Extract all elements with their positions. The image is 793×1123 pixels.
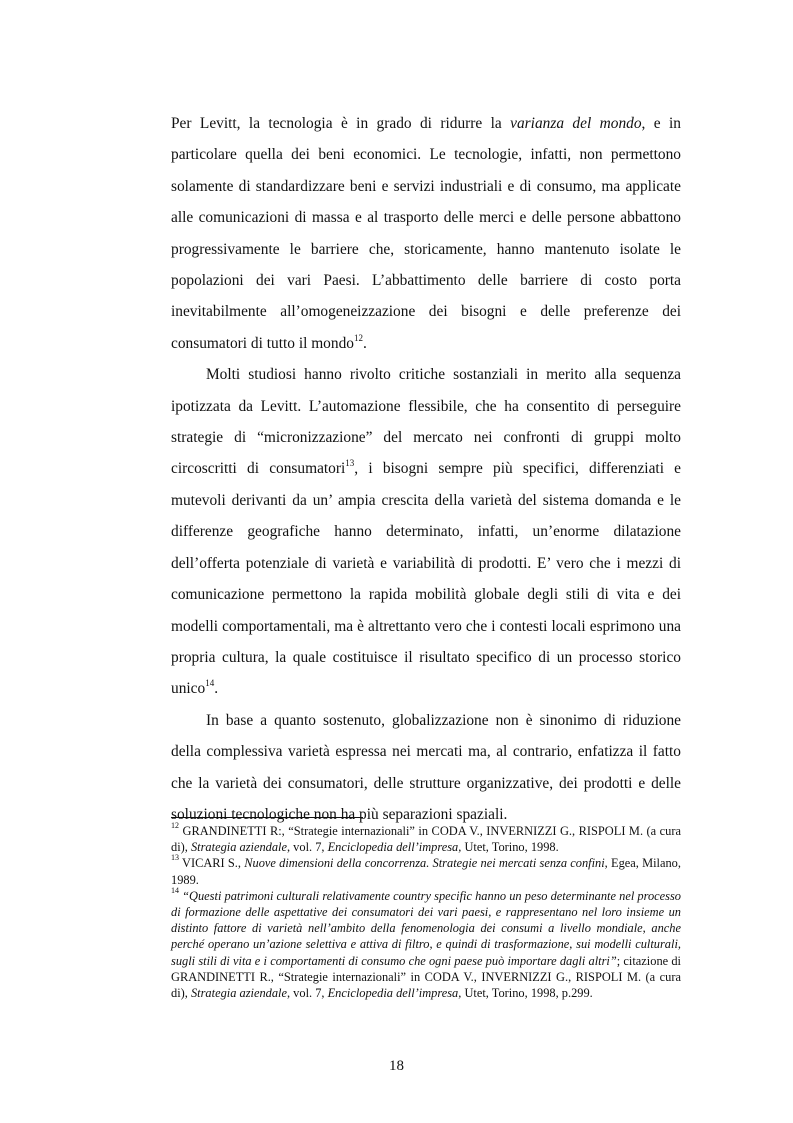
footnote-separator <box>171 817 363 818</box>
footnote-14-number: 14 <box>171 885 179 895</box>
footnote-13-text-c: , Egea, Milano, 1989. <box>171 856 681 887</box>
paragraph-1-italic-phrase: varianza del mondo <box>510 115 642 132</box>
footnote-14-italic-f: Enciclopedia dell’impresa, <box>327 986 462 1001</box>
footnote-ref-12: 12 <box>353 332 363 343</box>
footnote-12-text-a: GRANDINETTI R:, “Strategie internazionali” in CODA V., INVERNIZZI G., RISPOLI M. (a cura di), <box>171 824 681 855</box>
footnote-12-number: 12 <box>171 820 179 830</box>
paragraph-2 <box>171 359 681 704</box>
paragraph-3-text: In base a quanto sostenuto, globalizzazione non è sinonimo di riduzione della complessiva varietà espressa nei mercati ma, al contrario, enfatizza il fatto che la varietà dei consumatori, delle strutture organizzative, dei prodotti e delle soluzioni tecnologiche non ha più separazioni spaziali. <box>171 711 681 823</box>
footnote-14-text-e: , vol. 7, <box>286 986 328 1001</box>
paragraph-3 <box>171 705 681 831</box>
footnote-14-italic-d: Strategia aziendale <box>190 986 287 1001</box>
main-text <box>171 108 681 830</box>
paragraph-2-text-c: . <box>214 680 219 698</box>
footnote-12-italic-b: Strategia aziendale <box>190 840 287 855</box>
footnote-13-text-a: VICARI S., <box>179 856 245 871</box>
paragraph-2-text-a: Molti studiosi hanno rivolto critiche sostanziali in merito alla sequenza ipotizzata da Levitt. L’automazione flessibile, che ha consentito di perseguire strategie di “micronizzazione” del mercato nei confronti di gruppi molto circoscritti di consumatori <box>171 366 681 478</box>
footnote-ref-13: 13 <box>345 458 355 469</box>
footnote-12-text-e: Utet, Torino, 1998. <box>461 840 559 855</box>
footnote-14 <box>171 885 681 1001</box>
footnote-12-text-c: , vol. 7, <box>286 840 328 855</box>
paragraph-1-text-c: , e in particolare quella dei beni economici. Le tecnologie, infatti, non permettono solamente di standardizzare beni e servizi industriali e di consumo, ma applicate alle comunicazioni di massa e al trasporto delle merci e delle persone abbattono progressivamente le barriere che, storicamente, hanno mantenuto isolate le popolazioni dei vari Paesi. L’abbattimento delle barriere di costo porta inevitabilmente all’omogeneizzazione dei bisogni e delle preferenze dei consumatori di tutto il mondo <box>171 115 681 352</box>
paragraph-1-text-d: . <box>362 334 367 352</box>
footnote-13-italic-b: Nuove dimensioni della concorrenza. Strategie nei mercati senza confini <box>244 856 605 871</box>
paragraph-1 <box>171 108 681 359</box>
footnote-14-text-g: Utet, Torino, 1998, p.299. <box>461 986 593 1001</box>
paragraph-2-text-b: , i bisogni sempre più specifici, differenziati e mutevoli derivanti da un’ ampia crescita della varietà del sistema domanda e le differenze geografiche hanno determinato, infatti, un’enorme dilatazione dell’offerta potenziale di varietà e variabilità di prodotti. E’ vero che i mezzi di comunicazione permettono la rapida mobilità globale degli stili di vita e dei modelli comportamentali, ma è altrettanto vero che i contesti locali esprimono una propria cultura, la quale costituisce il risultato specifico di un processo storico unico <box>171 460 682 698</box>
page-number: 18 <box>389 1058 404 1074</box>
footnote-14-text-c: ; citazione di GRANDINETTI R., “Strategie internazionali” in CODA V., INVERNIZZI G., RISPOLI M. (a cura di), <box>171 953 681 1001</box>
footnote-12 <box>171 820 681 855</box>
footnote-13-number: 13 <box>171 853 179 863</box>
footnote-14-italic-quote: “Questi patrimoni culturali relativamente country specific hanno un peso determinante nel processo di formazione delle aspettative dei consumatori dei vari paesi, e rappresentano nel loro insieme un distinto fattore di varietà nell’ambito della fenomenologia dei consumi a livello mondiale, anche perché operano un’azione selettiva e attiva di filtro, e quindi di trasformazione, sui modelli culturali, sugli stili di vita e i comportamenti di consumo che ogni paese può importare dagli altri” <box>171 888 681 968</box>
footnote-12-italic-d: Enciclopedia dell’impresa, <box>327 840 462 855</box>
footnote-ref-14: 14 <box>205 678 215 689</box>
footnote-13 <box>171 855 681 887</box>
footnotes <box>171 820 681 1001</box>
paragraph-1-text-a: Per Levitt, la tecnologia è in grado di ridurre la <box>171 115 511 132</box>
